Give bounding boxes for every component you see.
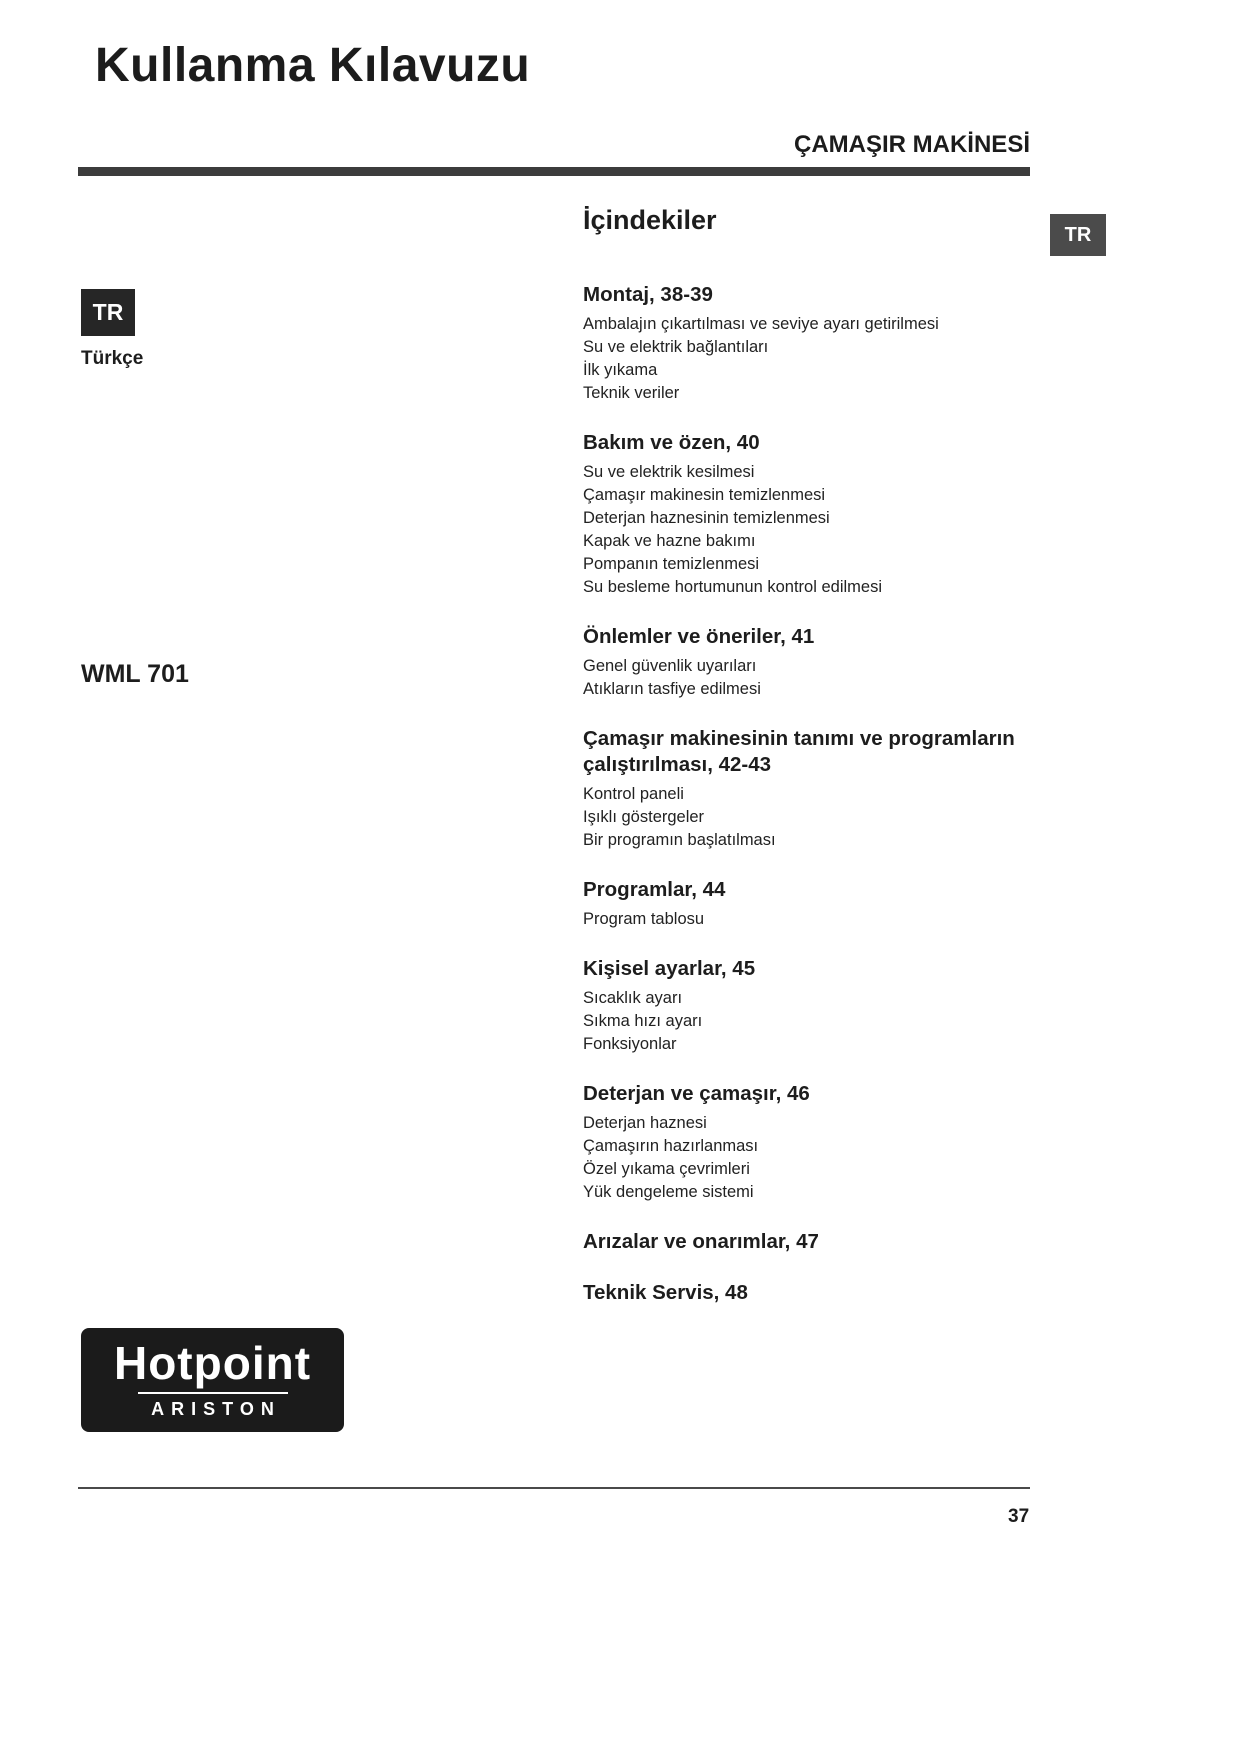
toc-item: Su besleme hortumunun kontrol edilmesi <box>583 578 882 596</box>
model-number: WML 701 <box>81 660 189 688</box>
brand-logo-name: Hotpoint <box>113 1337 312 1389</box>
toc-item: Genel güvenlik uyarıları <box>583 657 757 675</box>
toc-item: Fonksiyonlar <box>583 1035 677 1053</box>
toc-section-title: Montaj, 38-39 <box>583 283 713 306</box>
toc-section <box>583 624 1035 701</box>
toc-heading: İçindekiler <box>583 205 717 235</box>
page-title: Kullanma Kılavuzu <box>95 39 531 92</box>
toc-section-title: Teknik Servis, 48 <box>583 1281 748 1304</box>
brand-logo-divider <box>138 1392 288 1394</box>
toc-section <box>583 877 1035 931</box>
toc-item: Bir programın başlatılması <box>583 831 776 849</box>
toc-item: Deterjan haznesi <box>583 1114 707 1132</box>
toc-section <box>583 430 1035 599</box>
toc-item: Teknik veriler <box>583 384 680 402</box>
toc-section-title: Arızalar ve onarımlar, 47 <box>583 1230 819 1253</box>
toc-section <box>583 726 1035 852</box>
toc-section-title: Önlemler ve öneriler, 41 <box>583 625 815 648</box>
toc-item: Işıklı göstergeler <box>583 808 705 826</box>
top-divider <box>78 167 1030 176</box>
toc-item: İlk yıkama <box>583 361 658 379</box>
toc-item: Deterjan haznesinin temizlenmesi <box>583 509 830 527</box>
toc-item: Yük dengeleme sistemi <box>583 1183 754 1201</box>
toc-item: Kontrol paneli <box>583 785 684 803</box>
toc-item: Sıkma hızı ayarı <box>583 1012 703 1030</box>
toc-item: Ambalajın çıkartılması ve seviye ayarı getirilmesi <box>583 315 939 333</box>
toc-item: Pompanın temizlenmesi <box>583 555 760 573</box>
toc-section-title: Çamaşır makinesinin tanımı ve programların çalıştırılması, 42-43 <box>583 727 1015 776</box>
brand-logo-subbrand: ARISTON <box>151 1399 281 1419</box>
document-subtitle: ÇAMAŞIR MAKİNESİ <box>793 131 1030 158</box>
toc-item: Çamaşır makinesin temizlenmesi <box>583 486 826 504</box>
toc-section-title: Kişisel ayarlar, 45 <box>583 957 756 980</box>
toc-section <box>583 1229 1035 1255</box>
toc-section-title: Programlar, 44 <box>583 878 726 901</box>
toc-item: Su ve elektrik bağlantıları <box>583 338 769 356</box>
toc-section <box>583 1280 1035 1306</box>
language-name: Türkçe <box>81 348 144 369</box>
bottom-divider <box>78 1487 1030 1489</box>
toc-item: Çamaşırın hazırlanması <box>583 1137 759 1155</box>
toc-section <box>583 1081 1035 1204</box>
language-badge: TR <box>81 289 135 336</box>
toc-item: Kapak ve hazne bakımı <box>583 532 756 550</box>
toc-item: Sıcaklık ayarı <box>583 989 683 1007</box>
toc-section-title: Deterjan ve çamaşır, 46 <box>583 1082 810 1105</box>
toc-item: Su ve elektrik kesilmesi <box>583 463 755 481</box>
toc-section-title: Bakım ve özen, 40 <box>583 431 760 454</box>
brand-logo <box>81 1328 344 1432</box>
toc-section <box>583 956 1035 1056</box>
toc-section <box>583 282 1035 405</box>
page-number: 37 <box>1008 1506 1030 1527</box>
toc-item: Program tablosu <box>583 910 705 928</box>
toc-sections <box>583 282 1035 1306</box>
toc-item: Atıkların tasfiye edilmesi <box>583 680 761 698</box>
table-of-contents <box>583 205 1035 1331</box>
toc-item: Özel yıkama çevrimleri <box>583 1160 750 1178</box>
language-side-tab: TR <box>1050 214 1106 256</box>
